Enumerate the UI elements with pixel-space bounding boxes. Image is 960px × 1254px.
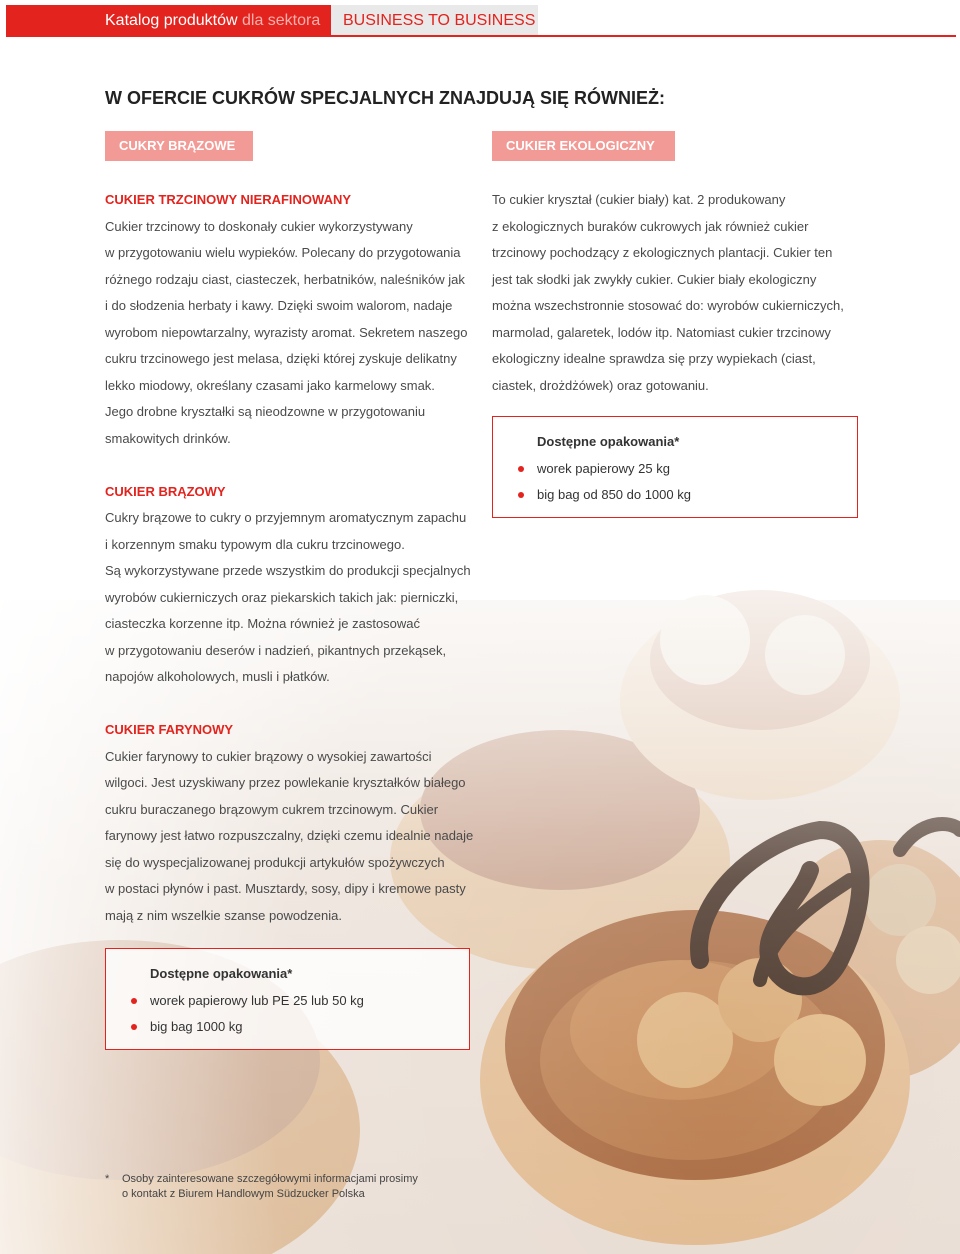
paragraph-line: wilgoci. Jest uzyskiwany przez powlekanie kryształków białego <box>105 775 466 790</box>
packaging-item: big bag od 850 do 1000 kg <box>517 482 857 509</box>
paragraph-line: marmolad, galaretek, lodów itp. Natomiast cukier trzcinowy <box>492 324 831 340</box>
packaging-title: Dostępne opakowania* <box>537 434 680 449</box>
paragraph-line: wyrobów cukierniczych oraz piekarskich takich jak: pierniczki, <box>105 589 459 605</box>
footnote-line: Osoby zainteresowane szczegółowymi informacjami prosimy <box>122 1173 418 1185</box>
packaging-box-organic <box>492 416 858 518</box>
packaging-list <box>130 988 469 1041</box>
section-title-farynowy: CUKIER FARYNOWY <box>105 722 234 737</box>
category-pill-organic-sugar: CUKIER EKOLOGICZNY <box>492 131 675 161</box>
catalog-title: Katalog produktów <box>105 12 238 29</box>
footnote-line: o kontakt z Biurem Handlowym Südzucker Polska <box>122 1188 365 1200</box>
paragraph-line: Są wykorzystywane przede wszystkim do produkcji specjalnych <box>105 563 471 578</box>
paragraph-line: napojów alkoholowych, musli i płatków. <box>105 669 330 684</box>
paragraph-line: w przygotowaniu wielu wypieków. Polecany do przygotowania <box>105 245 461 260</box>
paragraph-line: farynowy jest łatwo rozpuszczalny, dzięki czemu idealnie nadaje <box>105 828 474 843</box>
paragraph-line: To cukier kryształ (cukier biały) kat. 2 produkowany <box>492 192 786 207</box>
paragraph-line: i korzennym smaku typowym dla cukru trzcinowego. <box>105 536 405 552</box>
paragraph-line: jest tak słodki jak zwykły cukier. Cukier biały ekologiczny <box>492 271 817 287</box>
paragraph-line: Jego drobne kryształki są nieodzowne w przygotowaniu <box>105 404 426 419</box>
paragraph-line: Cukry brązowe to cukry o przyjemnym aromatycznym zapachu <box>105 510 467 525</box>
packaging-item: big bag 1000 kg <box>130 1014 469 1041</box>
footnote <box>105 1172 442 1202</box>
paragraph-line: Cukier trzcinowy to doskonały cukier wykorzystywany <box>105 218 413 234</box>
page-headline: W OFERCIE CUKRÓW SPECJALNYCH ZNAJDUJĄ SIĘ RÓWNIEŻ: <box>105 88 666 108</box>
b2b-tab: BUSINESS TO BUSINESS <box>331 5 538 36</box>
catalog-subtitle: dla sektora <box>241 12 321 29</box>
paragraph-line: ciasteczka korzenne itp. Można również je zastosować <box>105 616 421 631</box>
paragraph-line: różnego rodzaju ciast, ciasteczek, herbatników, naleśników jak <box>105 271 465 287</box>
footnote-marker: * <box>105 1173 110 1185</box>
packaging-item: worek papierowy 25 kg <box>517 456 857 483</box>
paragraph-line: trzcinowy pochodzący z ekologicznych plantacji. Cukier ten <box>492 245 833 260</box>
paragraph-line: można wszechstronnie stosować do: wyrobów cukierniczych, <box>492 298 844 313</box>
paragraph-line: w postaci płynów i past. Musztardy, sosy, dipy i kremowe pasty <box>105 881 466 896</box>
section-title-trzcinowy: CUKIER TRZCINOWY NIERAFINOWANY <box>105 192 352 207</box>
right-column <box>492 187 862 399</box>
paragraph-line: ekologiczny idealne sprawdza się przy wypiekach (ciast, <box>492 351 816 366</box>
paragraph-line: smakowitych drinków. <box>105 430 231 446</box>
paragraph-line: cukru trzcinowego jest melasa, dzięki której zyskuje delikatny <box>105 351 457 366</box>
paragraph-line: mają z nim wszelkie szanse powodzenia. <box>105 907 342 923</box>
paragraph-line: z ekologicznych buraków cukrowych jak również cukier <box>492 218 809 234</box>
paragraph-line: w przygotowaniu deserów i nadzień, pikantnych przekąsek, <box>105 642 447 658</box>
paragraph-line: się do wyspecjalizowanej produkcji artykułów spożywczych <box>105 854 445 870</box>
packaging-list <box>517 456 857 509</box>
paragraph-line: wyrobom niepowtarzalny, wyrazisty aromat. Sekretem naszego <box>105 324 468 340</box>
paragraph-line: i do słodzenia herbaty i kawy. Dzięki swoim walorom, nadaje <box>105 298 453 313</box>
header-rule <box>6 35 956 37</box>
packaging-item: worek papierowy lub PE 25 lub 50 kg <box>130 988 469 1015</box>
paragraph-line: ciastek, drożdżówek) oraz gotowaniu. <box>492 377 709 393</box>
paragraph-line: lekko miodowy, określany czasami jako karmelowy smak. <box>105 377 435 393</box>
catalog-tab <box>6 5 331 36</box>
paragraph-line: cukru buraczanego brązowym cukrem trzcinowym. Cukier <box>105 801 439 817</box>
packaging-title: Dostępne opakowania* <box>150 966 293 981</box>
section-title-brazowy: CUKIER BRĄZOWY <box>105 483 226 499</box>
paragraph-line: Cukier farynowy to cukier brązowy o wysokiej zawartości <box>105 748 432 764</box>
category-pill-brown-sugars: CUKRY BRĄZOWE <box>105 131 253 161</box>
left-column <box>105 187 480 929</box>
packaging-box-farynowy <box>105 948 470 1050</box>
